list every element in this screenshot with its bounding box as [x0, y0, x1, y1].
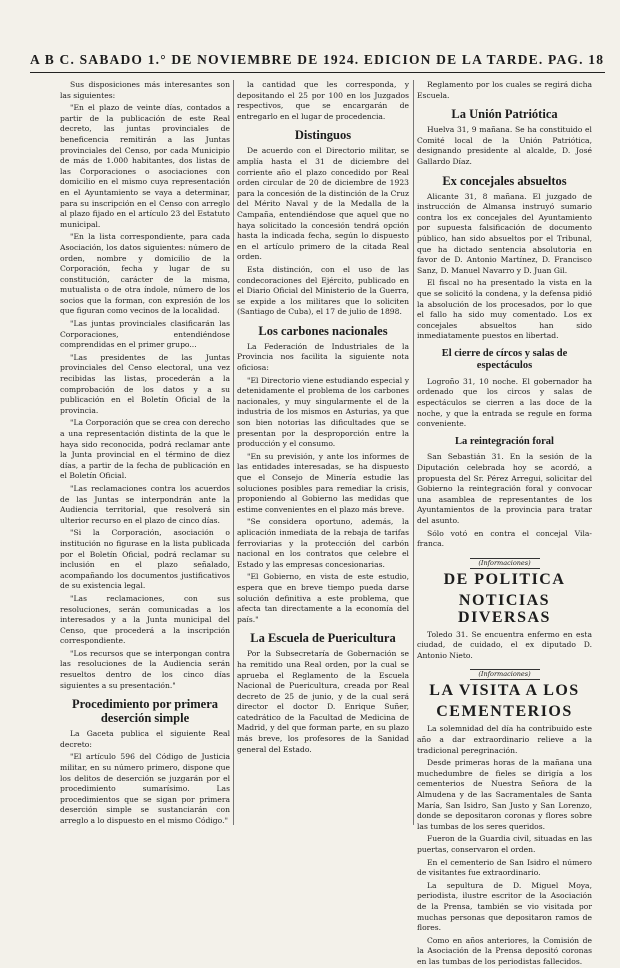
paragraph: El fiscal no ha presentado la vista en la que se solicitó la condena, y la defensa pidió la absolución de los procesados, por lo que el fallo ha sido muy comentado. Los ex concejales absueltos han sido inmediatamente puestos en libertad.: [417, 278, 592, 341]
paragraph: La Gaceta publica el siguiente Real decreto:: [60, 729, 230, 749]
column-rule: [413, 80, 414, 825]
paragraph: "Las reclamaciones, con sus resoluciones, serán comunicadas a los interesados y a la Junta municipal del Censo, que procederá a la inscripción correspondiente.: [60, 593, 230, 646]
headline-union-patriotica: La Unión Patriótica: [451, 107, 558, 122]
headline-cierre-circos: El cierre de círcos y salas de espectáculos: [441, 347, 568, 372]
paragraph: Por la Subsecretaría de Gobernación se ha remitido una Real orden, por la cual se aprueba el Reglamento de la Escuela Nacional de Puericultura, creada por Real decreto de 25 de junio, y de la cual será director el doctor D. Enrique Suñer, catedrático de la Facultad de Medicina de Madrid, y del que forman parte, en su plazo más breve, los profesores de la Sanidad general del Estado.: [237, 649, 409, 754]
paragraph: "La Corporación que se crea con derecho a una representación distinta de la que le haya sido reconocida, podrá reclamar ante la Junta provincial en el término de diez días, a partir de la fecha de publicación en el Boletín Oficial.: [60, 418, 230, 481]
paragraph: Desde primeras horas de la mañana una muchedumbre de fieles se dirigía a los cementerios de Nuestra Señora de la Almudena y de las Sacramentales de Santa María, San Isidro, San Justo y San Lorenzo, donde se depositaron coronas y flores sobre las tumbas de los seres queridos.: [417, 758, 592, 831]
paragraph: Reglamento por los cuales se regirá dicha Escuela.: [417, 80, 592, 100]
paragraph: "En el plazo de veinte días, contados a partir de la publicación de este Real decreto, las juntas provinciales de beneficencia remitirán a las Juntas provinciales del Censo, por cada Municipio de más de 1.000 habitantes, dos listas de las Corporaciones o asociaciones con domicilio en el mismo cuya representación en el Ayuntamiento se vaya a determinar, para su inscripción en el Censo con arreglo al plazo fijado en el artículo 23 del Estatuto municipal.: [60, 103, 230, 229]
paragraph: Esta distinción, con el uso de las condecoraciones del Ejército, publicado en el Diario Oficial del Ministerio de la Guerra, se expide a los militares que lo soliciten (Santiago de Cuba), el 17 de julio de 1898.: [237, 264, 409, 317]
paragraph: "El artículo 596 del Código de Justicia militar, en su número primero, dispone que los delitos de deserción se juzgarán por el procedimiento sumarísimo. Las procedimientos que se sigan por primera deserción simple se sustanciarán con arreglo a lo dispuesto en el mismo Código.": [60, 752, 230, 825]
paragraph: San Sebastián 31. En la sesión de la Diputación celebrada hoy se acordó, a propuesta del Sr. Pérez Arregui, solicitar del Gobierno la reintegración foral y convocar una asamblea de representantes de los Ayuntamientos de la provincia para tratar del asunto.: [417, 452, 592, 525]
paragraph: La sepultura de D. Miguel Moya, periodista, ilustre escritor de la Asociación de la Prensa, también se vio visitada por muchas personas que depositaron ramos de flores.: [417, 880, 592, 933]
paragraph: Huelva 31, 9 mañana. Se ha constituido el Comité local de la Unión Patriótica, designando presidente al alcalde, D. José Gallardo Díaz.: [417, 125, 592, 166]
column-1: [60, 80, 230, 825]
paragraph: Como en años anteriores, la Comisión de la Asociación de la Prensa depositó coronas en las tumbas de los periodistas fallecidos.: [417, 935, 592, 966]
section-title-politica: DE POLITICA: [443, 570, 566, 588]
paragraph: La Federación de Industriales de la Provincia nos facilita la siguiente nota oficiosa:: [237, 341, 409, 373]
paragraph: "Se considera oportuno, además, la aplicación inmediata de la rebaja de tarifas ferroviarias y la protección del carbón nacional en los contratos que celebre el Estado y las empresas concesionarias.: [237, 517, 409, 569]
headline-ex-concejales: Ex concejales absueltos: [442, 173, 567, 188]
paragraph: "Las juntas provinciales clasificarán las Corporaciones, entendiéndose comprendidas en el primer grupo...: [60, 319, 230, 350]
section-title-noticias: NOTICIAS DIVERSAS: [458, 591, 551, 626]
paragraph: Logroño 31, 10 noche. El gobernador ha ordenado que los circos y salas de espectáculos se cierren a las doce de la noche, y que la entrada se regule en forma conveniente.: [417, 376, 592, 429]
section-tag: (Informaciones): [470, 669, 540, 680]
column-3: [417, 80, 592, 966]
paragraph: la cantidad que les corresponda, y depositando el 25 por 100 en los Juzgados respectivos, que se encargarán de entregarlo en el lugar de procedencia.: [237, 80, 409, 121]
column-rule: [233, 80, 234, 825]
paragraph: En el cementerio de San Isidro el número de visitantes fue extraordinario.: [417, 857, 592, 878]
headline-escuela: La Escuela de Puericultura: [250, 631, 396, 646]
paragraph: "Si la Corporación, asociación o institución no figurase en la lista publicada por el Boletín Oficial, podrá reclamar su inclusión en el plazo señalado, acompañando los documentos justificativos de su existencia legal.: [60, 528, 230, 591]
paragraph: La solemnidad del día ha contribuido este año a dar extraordinario relieve a la tradicional peregrinación.: [417, 724, 592, 755]
paragraph: Alicante 31, 8 mañana. El juzgado de instrucción de Almansa instruyó sumario contra los ex concejales del Ayuntamiento por supuesta falsificación de documento público, han sido absueltos por el Tribunal, que ha dictado sentencia absolutoria en favor de D. Antonio Martínez, D. Francisco Sanz, D. Manuel Navarro y D. Juan Gil.: [417, 191, 592, 275]
column-2: [237, 80, 409, 825]
paragraph: "El Gobierno, en vista de este estudio, espera que en breve tiempo pueda darse solución definitiva a este problema, que afecta tan directamente a la economía del país.": [237, 572, 409, 624]
paragraph: "El Directorio viene estudiando especial y detenidamente el problema de los carbones nacionales, y muy singularmente el de la industria de los mismos en Asturias, ya que son bien notorias las dificultades que se presentan por la desproporción entre la producción y el consumo.: [237, 375, 409, 449]
paragraph: "En su previsión, y ante los informes de las entidades interesadas, se ha dispuesto que el Consejo de Minería estudie las soluciones posibles para remediar la crisis, proponiendo al Gobierno las medidas que estime convenientes en el plazo más breve.: [237, 451, 409, 514]
paragraph: "En la lista correspondiente, para cada Asociación, los datos siguientes: número de orden, nombre y domicilio de la Corporación, fecha y lugar de su constitución, carácter de la misma, mutualista o de otra índole, número de los socios que la forman, con expresión de los que figuran como vecinos de la localidad.: [60, 232, 230, 316]
paragraph: De acuerdo con el Directorio militar, se amplía hasta el 31 de diciembre del corriente año el plazo concedido por Real orden circular de 20 de diciembre de 1923 para la concesión de la distinción de la Cruz del Mérito Naval y de la Medalla de la Campaña, entendiéndose que aquel que no haya solicitado la concesión tendrá opción hasta la indicada fecha, según lo dispuesto en el artículo primero de la citada Real orden.: [237, 146, 409, 262]
headline-reintegracion-foral: La reintegración foral: [455, 435, 554, 447]
headline-carbones: Los carbones nacionales: [258, 323, 388, 338]
section-title-visita: LA VISITA A LOS: [429, 682, 580, 700]
paragraph: Sus disposiciones más interesantes son las siguientes:: [60, 80, 230, 100]
paragraph: Sólo votó en contra el concejal Vila-franca.: [417, 528, 592, 549]
headline-procedimiento: Procedimiento por primera deserción simple: [71, 697, 219, 726]
paragraph: "Los recursos que se interpongan contra las resoluciones de la Audiencia serán resueltos dentro de los cinco días siguientes a su presentación.": [60, 648, 230, 690]
paragraph: "Las presidentes de las Juntas provinciales del Censo electoral, una vez recibidas las listas, procederán a la comprobación de los datos y a su publicación en el Boletín Oficial de la provincia.: [60, 352, 230, 415]
paragraph: "Las reclamaciones contra los acuerdos de las Juntas se interpondrán ante la Audiencia territorial, que resolverá sin ulterior recurso en el plazo de cinco días.: [60, 483, 230, 525]
paragraph: Toledo 31. Se encuentra enfermo en esta ciudad, de cuidado, el ex diputado D. Antonio Nieto.: [417, 629, 592, 660]
page-header: A B C. SABADO 1.° DE NOVIEMBRE DE 1924. EDICION DE LA TARDE. PAG. 18: [30, 52, 605, 73]
section-title-cementerios: CEMENTERIOS: [436, 703, 573, 721]
paragraph: Fueron de la Guardia civil, situadas en las puertas, conservaron el orden.: [417, 834, 592, 854]
headline-distinguos: Distinguos: [294, 128, 352, 143]
section-tag: (Informaciones): [470, 558, 540, 569]
